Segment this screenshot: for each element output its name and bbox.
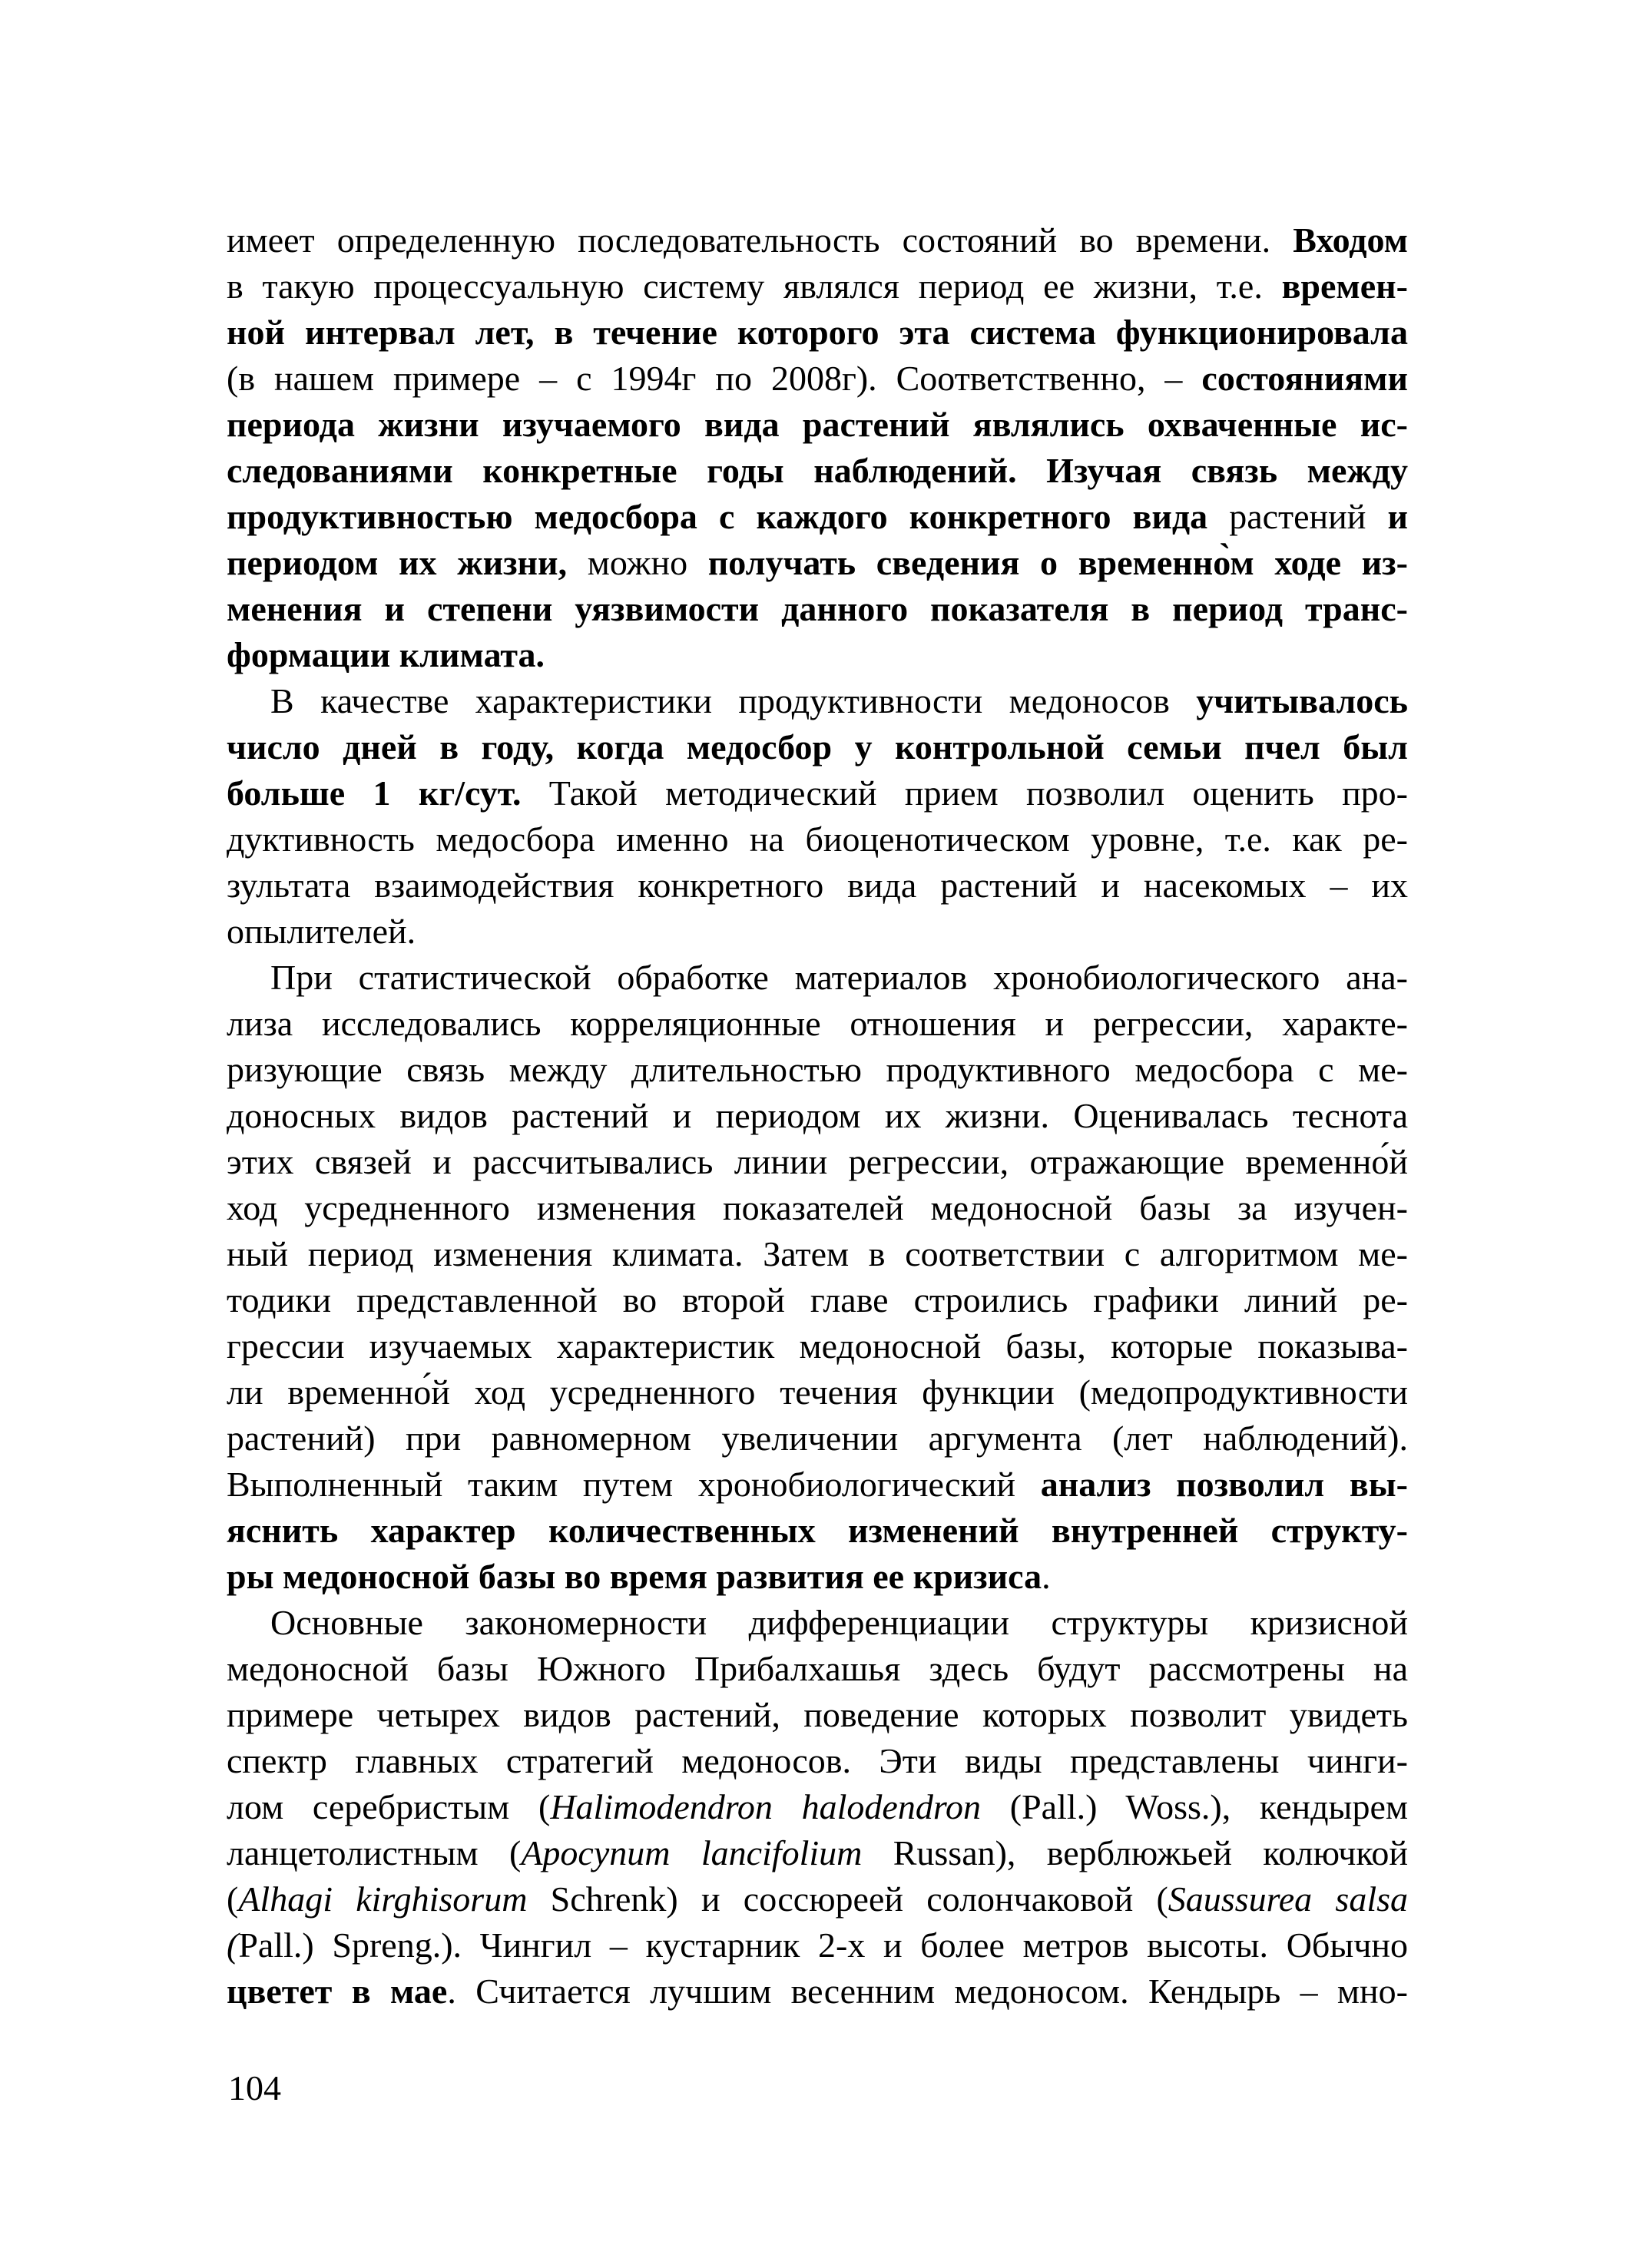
text-run: зультата взаимодействия конкретного вида растений и насекомых – их (227, 866, 1408, 905)
text-line (227, 1554, 1408, 1600)
bold-text-run: Входом (1293, 220, 1408, 260)
text-line (227, 494, 1408, 540)
text-line (227, 1277, 1408, 1323)
bold-text-run: число дней в году, когда медосбор у контрольной семьи пчел был (227, 727, 1408, 766)
text-line (227, 1323, 1408, 1369)
text-line (227, 1093, 1408, 1139)
text-run: . (1042, 1557, 1051, 1596)
paragraph (227, 678, 1408, 955)
text-line (227, 632, 1408, 678)
bold-text-run: цветет в мае (227, 1972, 448, 2011)
bold-text-run: получать сведения о временно̀м ходе из- (707, 543, 1408, 582)
paragraph (227, 955, 1408, 1600)
text-line (227, 586, 1408, 632)
text-run: растений (1229, 497, 1366, 536)
text-line (227, 1876, 1408, 1922)
bold-text-run: ной интервал лет, в течение которого эта система функционировала (227, 313, 1408, 352)
page-text (227, 217, 1408, 2015)
text-line (227, 1001, 1408, 1047)
page-number: 104 (228, 2068, 281, 2107)
text-run: Такой методический прием позволил оценить про- (521, 773, 1408, 813)
text-run: растений) при равномерном увеличении аргумента (лет наблюдений). (227, 1419, 1408, 1458)
text-run: ризующие связь между длительностью продуктивного медосбора с ме- (227, 1050, 1408, 1089)
text-run: . Считается лучшим весенним медоносом. Кендырь – мно- (447, 1972, 1408, 2011)
bold-text-run: периода жизни изучаемого вида растений являлись охваченные ис- (227, 405, 1408, 444)
text-line (227, 310, 1408, 356)
text-line (227, 1784, 1408, 1830)
text-line (227, 1462, 1408, 1508)
text-run: (Pall.) Woss.), кендырем (981, 1787, 1408, 1826)
text-run: В качестве характеристики продуктивности медоносов (270, 681, 1197, 720)
italic-text-run: Apocynum lancifolium (521, 1833, 863, 1872)
text-run: ( (227, 1879, 239, 1919)
bold-text-run: следованиями конкретные годы наблюдений. Изучая связь между (227, 451, 1408, 490)
text-line (227, 1968, 1408, 2015)
text-run: (в нашем примере – с 1994г по 2008г). Соответственно, – (227, 359, 1202, 398)
text-run: доносных видов растений и периодом их жизни. Оценивалась теснота (227, 1096, 1408, 1135)
paragraph (227, 217, 1408, 678)
bold-text-run: состояниями (1201, 359, 1408, 398)
bold-text-run: менения и степени уязвимости данного показателя в период транс- (227, 589, 1408, 628)
text-line (227, 909, 1408, 955)
text-run: лом серебристым ( (227, 1787, 551, 1826)
text-run: опылителей. (227, 912, 416, 951)
text-run: ланцетолистным ( (227, 1833, 522, 1872)
text-line (227, 863, 1408, 909)
text-run: имеет определенную последовательность состояний во времени. (227, 220, 1293, 260)
italic-text-run: ( (227, 1925, 239, 1965)
text-run: дуктивность медосбора именно на биоценотическом уровне, т.е. как ре- (227, 819, 1408, 859)
text-run: спектр главных стратегий медоносов. Эти виды представлены чинги- (227, 1741, 1408, 1780)
italic-text-run: Alhagi kirghisorum (238, 1879, 528, 1919)
bold-text-run: анализ позволил вы- (1040, 1465, 1408, 1504)
text-run: ный период изменения климата. Затем в соответствии с алгоритмом ме- (227, 1234, 1408, 1273)
text-line (227, 1415, 1408, 1462)
text-run: медоносной базы Южного Прибалхашья здесь будут рассмотрены на (227, 1649, 1408, 1688)
text-line (227, 1231, 1408, 1277)
paragraph (227, 1600, 1408, 2015)
text-run: можно (587, 543, 708, 582)
text-line (227, 448, 1408, 494)
text-line (227, 1692, 1408, 1738)
text-run: ли временно́й ход усредненного течения функции (медопродуктивности (227, 1372, 1408, 1412)
text-run: тодики представленной во второй главе строились графики линий ре- (227, 1280, 1408, 1319)
text-line (227, 1600, 1408, 1646)
text-line (227, 678, 1408, 724)
text-line (227, 1922, 1408, 1968)
bold-text-run: учитывалось (1196, 681, 1408, 720)
text-line (227, 1508, 1408, 1554)
text-line (227, 1139, 1408, 1185)
text-line (227, 1185, 1408, 1231)
text-line (227, 217, 1408, 263)
text-run: При статистической обработке материалов хронобиологического ана- (270, 958, 1408, 997)
text-line (227, 816, 1408, 863)
text-run: Schrenk) и соссюреей солончаковой ( (527, 1879, 1168, 1919)
text-line (227, 1830, 1408, 1876)
bold-text-run: яснить характер количественных изменений внутренней структу- (227, 1511, 1408, 1550)
text-run: в такую процессуальную систему являлся период ее жизни, т.е. (227, 267, 1282, 306)
bold-text-run: периодом их жизни, (227, 543, 588, 582)
text-line (227, 955, 1408, 1001)
text-run: Russan), верблюжьей колючкой (862, 1833, 1408, 1872)
text-run: Выполненный таким путем хронобиологический (227, 1465, 1041, 1504)
bold-text-run: больше 1 кг/сут. (227, 773, 522, 813)
text-run: Pall.) Spreng.). Чингил – кустарник 2-х и более метров высоты. Обычно (238, 1925, 1408, 1965)
text-line (227, 770, 1408, 816)
italic-text-run: Saussurea salsa (1168, 1879, 1408, 1919)
text-line (227, 540, 1408, 586)
text-line (227, 724, 1408, 770)
text-run: этих связей и рассчитывались линии регрессии, отражающие временно́й (227, 1142, 1408, 1181)
bold-text-run: времен- (1281, 267, 1408, 306)
bold-text-run: формации климата. (227, 635, 545, 674)
text-line (227, 356, 1408, 402)
text-line (227, 1369, 1408, 1415)
bold-text-run: продуктивностью медосбора с каждого конкретного вида (227, 497, 1230, 536)
text-run: лиза исследовались корреляционные отношения и регрессии, характе- (227, 1004, 1408, 1043)
text-run: ход усредненного изменения показателей медоносной базы за изучен- (227, 1188, 1408, 1227)
bold-text-run: ры медоносной базы во время развития ее кризиса (227, 1557, 1042, 1596)
text-line (227, 1047, 1408, 1093)
bold-text-run: и (1366, 497, 1408, 536)
text-line (227, 1738, 1408, 1784)
text-run: грессии изучаемых характеристик медоносной базы, которые показыва- (227, 1326, 1408, 1366)
text-run: Основные закономерности дифференциации структуры кризисной (270, 1603, 1408, 1642)
text-run: примере четырех видов растений, поведение которых позволит увидеть (227, 1695, 1408, 1734)
text-line (227, 263, 1408, 310)
text-line (227, 1646, 1408, 1692)
italic-text-run: Halimodendron halodendron (550, 1787, 982, 1826)
text-line (227, 402, 1408, 448)
